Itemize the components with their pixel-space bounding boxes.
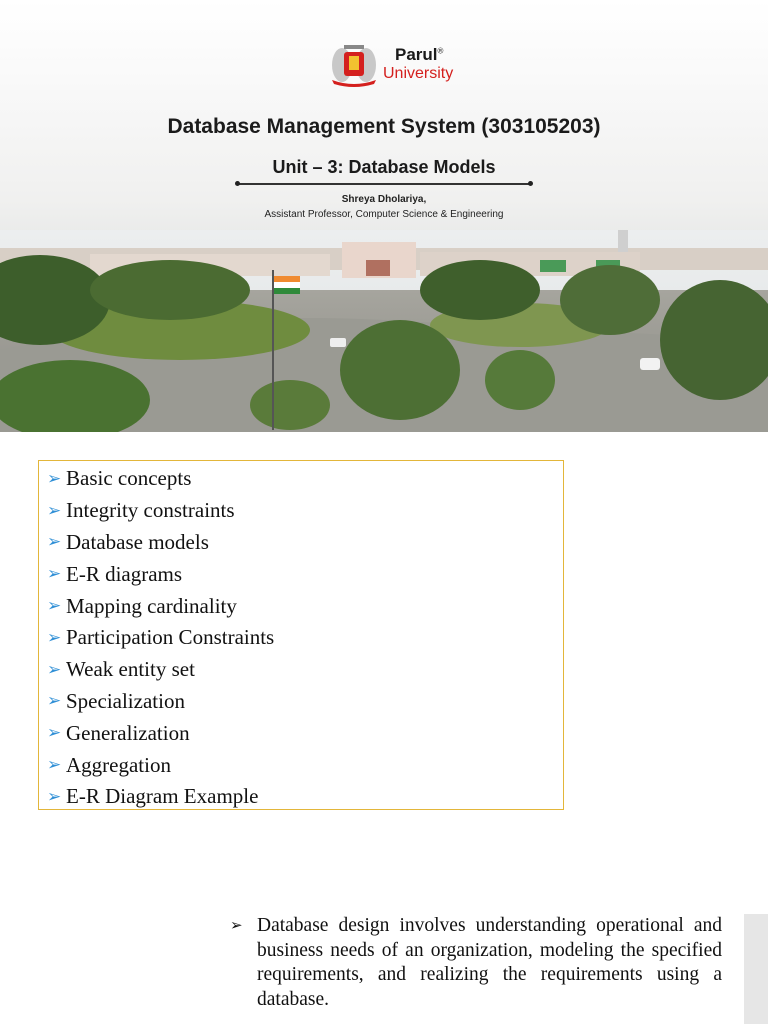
arrow-bullet-icon: ➢ bbox=[47, 755, 62, 775]
topic-label: E-R diagrams bbox=[66, 561, 183, 586]
side-panel-edge bbox=[744, 914, 768, 1024]
arrow-bullet-icon: ➢ bbox=[47, 468, 62, 488]
course-title: Database Management System (303105203) bbox=[167, 115, 601, 138]
topic-label: Weak entity set bbox=[66, 657, 195, 682]
list-item bbox=[47, 527, 563, 559]
list-item bbox=[47, 558, 563, 590]
arrow-bullet-icon: ➢ bbox=[47, 786, 62, 806]
list-item bbox=[47, 622, 563, 654]
logo-subtitle: University bbox=[383, 65, 454, 82]
author-name: Shreya Dholariya, bbox=[341, 194, 427, 205]
topic-label: Participation Constraints bbox=[66, 625, 275, 650]
topic-label: Basic concepts bbox=[66, 466, 192, 491]
topic-label: Specialization bbox=[66, 688, 185, 713]
list-item bbox=[47, 590, 563, 622]
topic-label: E-R Diagram Example bbox=[66, 784, 259, 809]
arrow-bullet-icon: ➢ bbox=[230, 918, 243, 934]
topic-label: Aggregation bbox=[66, 752, 171, 777]
list-item bbox=[47, 463, 563, 495]
list-item bbox=[47, 686, 563, 718]
campus-panorama-image bbox=[0, 230, 768, 432]
arrow-bullet-icon: ➢ bbox=[47, 532, 62, 552]
topics-list bbox=[38, 460, 564, 810]
arrow-bullet-icon: ➢ bbox=[47, 564, 62, 584]
arrow-bullet-icon: ➢ bbox=[47, 627, 62, 647]
title-slide bbox=[0, 0, 768, 432]
topic-label: Mapping cardinality bbox=[66, 593, 237, 618]
author-role: Assistant Professor, Computer Science & Engineering bbox=[264, 209, 504, 220]
topic-label: Database models bbox=[66, 529, 209, 554]
arrow-bullet-icon: ➢ bbox=[47, 659, 62, 679]
list-item bbox=[47, 717, 563, 749]
arrow-bullet-icon: ➢ bbox=[47, 691, 62, 711]
list-item bbox=[47, 781, 563, 813]
arrow-bullet-icon: ➢ bbox=[47, 596, 62, 616]
list-item bbox=[47, 495, 563, 527]
title-divider bbox=[237, 183, 531, 185]
logo-wordmark: Parul® bbox=[395, 45, 444, 64]
arrow-bullet-icon: ➢ bbox=[47, 723, 62, 743]
arrow-bullet-icon: ➢ bbox=[47, 500, 62, 520]
list-item bbox=[47, 654, 563, 686]
topic-label: Integrity constraints bbox=[66, 498, 235, 523]
intro-text: Database design involves understanding operational and business needs of an organization, modeling the specified requirements, and realizing the requirements using a database. bbox=[257, 915, 722, 1010]
unit-title: Unit – 3: Database Models bbox=[272, 157, 496, 177]
topic-label: Generalization bbox=[66, 720, 190, 745]
intro-bullet bbox=[230, 914, 722, 1012]
list-item bbox=[47, 749, 563, 781]
